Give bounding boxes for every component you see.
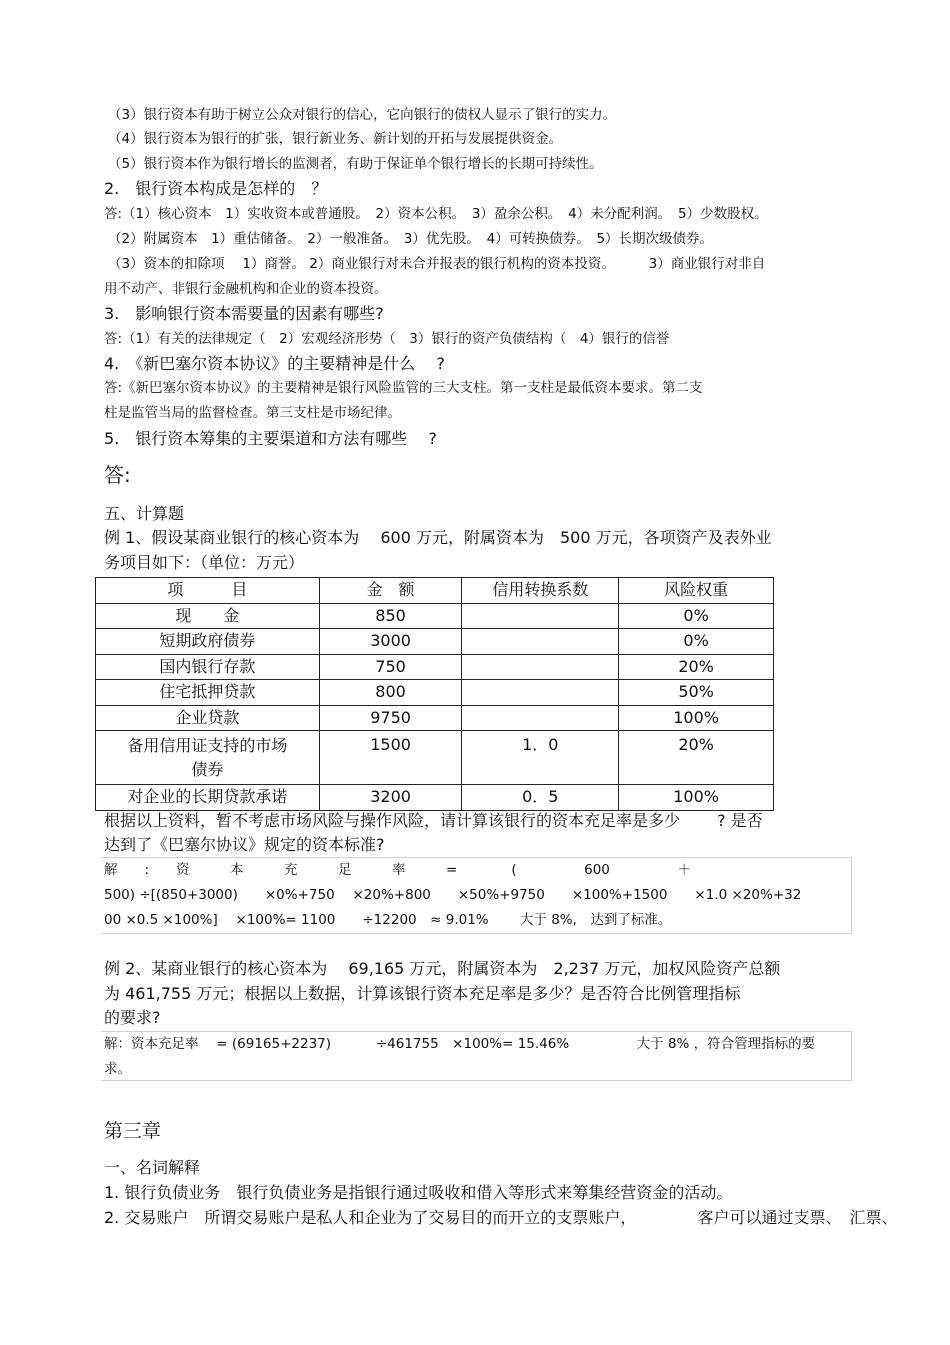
table-cell [462,654,619,680]
section-heading: 一、名词解释 [104,1158,201,1177]
table-cell: 750 [319,654,462,680]
answer-text: 答:（1）有关的法律规定（ 2）宏观经济形势（ 3）银行的资产负债结构（ 4）银行的信誉 [104,331,670,347]
table-cell-line: 备用信用证支持的市场 [127,735,288,755]
section-heading: 五、计算题 [104,504,185,523]
table-cell: 0% [619,603,774,629]
table-cell [462,680,619,706]
answer-text: 柱是监管当局的监督检查。第三支柱是市场纪律。 [104,405,401,421]
answer-text: （3）资本的扣除项 1）商誉。 2）商业银行对未合并报表的银行机构的资本投资。 3）商业银行对非自 [108,256,766,272]
chapter-title: 第三章 [104,1120,162,1142]
solution-text: 解：资本充足率 = (69165+2237) ÷461755 ×100%= 15.46% 大于 8% ，符合管理指标的要 [104,1036,816,1052]
table-header-row [96,578,774,604]
table-cell: 9750 [319,705,462,731]
table-cell [462,705,619,731]
solution-text: 解 : 资 本 充 足 率 = ( 600 ＋ [104,862,691,878]
table-cell [96,731,320,785]
example-question: 根据以上资料，暂不考虑市场风险与操作风险，请计算该银行的资本充足率是多少 ? 是否 [104,811,763,830]
table-cell: 1500 [319,731,462,785]
example-question: 达到了《巴塞尔协议》规定的资本标准? [104,835,385,854]
example-text: 例 1、假设某商业银行的核心资本为 600 万元，附属资本为 500 万元，各项资产及表外业 [104,528,772,547]
question-heading: 4. 《新巴塞尔资本协议》的主要精神是什么 ? [104,354,445,373]
solution-text: 00 ×0.5 ×100%] ×100%= 1100 ÷12200 ≈ 9.01% 大于 8%, 达到了标准。 [104,912,672,928]
list-item: （5）银行资本作为银行增长的监测者，有助于保证单个银行增长的长期可持续性。 [108,156,603,172]
column-header: 金 额 [319,578,462,604]
table-cell: 0% [619,629,774,655]
answer-text: 答:《新巴塞尔资本协议》的主要精神是银行风险监管的三大支柱。第一支柱是最低资本要求。第二支 [104,380,703,396]
list-item: （3）银行资本有助于树立公众对银行的信心，它向银行的债权人显示了银行的实力。 [108,107,617,123]
table-row [96,603,774,629]
table-cell: 50% [619,680,774,706]
table-row [96,731,774,785]
table-cell: 3000 [319,629,462,655]
table-cell: 100% [619,785,774,811]
column-header: 风险权重 [619,578,774,604]
answer-text: （2）附属资本 1）重估储备。 2）一般准备。 3）优先股。 4）可转换债券。 5）长期次级债券。 [108,231,714,247]
question-heading: 2. 银行资本构成是怎样的 ？ [104,179,328,198]
table-row [96,680,774,706]
table-cell: 国内银行存款 [96,654,320,680]
question-heading: 3. 影响银行资本需要量的因素有哪些? [104,304,384,323]
column-header: 项 目 [96,578,320,604]
term-definition: 2. 交易账户 所谓交易账户是私人和企业为了交易目的而开立的支票账户， 客户可以通过支票、 汇票、 [104,1208,898,1227]
table-cell-line: 债券 [191,759,224,779]
answer-label: 答: [104,463,131,487]
question-heading: 5. 银行资本筹集的主要渠道和方法有哪些 ? [104,429,437,448]
table-cell: 100% [619,705,774,731]
table-cell: 0．5 [462,785,619,811]
list-item: （4）银行资本为银行的扩张，银行新业务、新计划的开拓与发展提供资金。 [108,131,563,147]
answer-text: 答:（1）核心资本 1）实收资本或普通股。 2）资本公积。 3）盈余公积。 4）未分配利润。 5）少数股权。 [104,206,768,222]
table-cell: 1．0 [462,731,619,785]
table-cell [462,603,619,629]
table-cell: 800 [319,680,462,706]
example-text: 的要求? [104,1008,161,1027]
table-cell: 20% [619,731,774,785]
column-header: 信用转换系数 [462,578,619,604]
table-row [96,785,774,811]
table-row [96,629,774,655]
example-text: 为 461,755 万元；根据以上数据，计算该银行资本充足率是多少？是否符合比例管理指标 [104,984,741,1003]
solution-text: 500) ÷[(850+3000) ×0%+750 ×20%+800 ×50%+9750 ×100%+1500 ×1.0 ×20%+32 [104,887,802,903]
example-text: 例 2、某商业银行的核心资本为 69,165 万元，附属资本为 2,237 万元，加权风险资产总额 [104,959,781,978]
term-definition: 1. 银行负债业务 银行负债业务是指银行通过吸收和借入等形式来筹集经营资金的活动。 [104,1183,733,1202]
table-cell: 住宅抵押贷款 [96,680,320,706]
table-cell: 对企业的长期贷款承诺 [96,785,320,811]
solution-text: 求。 [104,1061,131,1077]
table-cell: 20% [619,654,774,680]
table-row [96,654,774,680]
example-text: 务项目如下：（单位：万元） [104,553,305,572]
table-cell: 企业贷款 [96,705,320,731]
table-cell: 短期政府债券 [96,629,320,655]
risk-weight-table [95,577,774,811]
table-cell: 3200 [319,785,462,811]
table-cell: 850 [319,603,462,629]
table-cell: 现 金 [96,603,320,629]
answer-text: 用不动产、非银行金融机构和企业的资本投资。 [104,281,388,297]
table-row [96,705,774,731]
table-cell [462,629,619,655]
